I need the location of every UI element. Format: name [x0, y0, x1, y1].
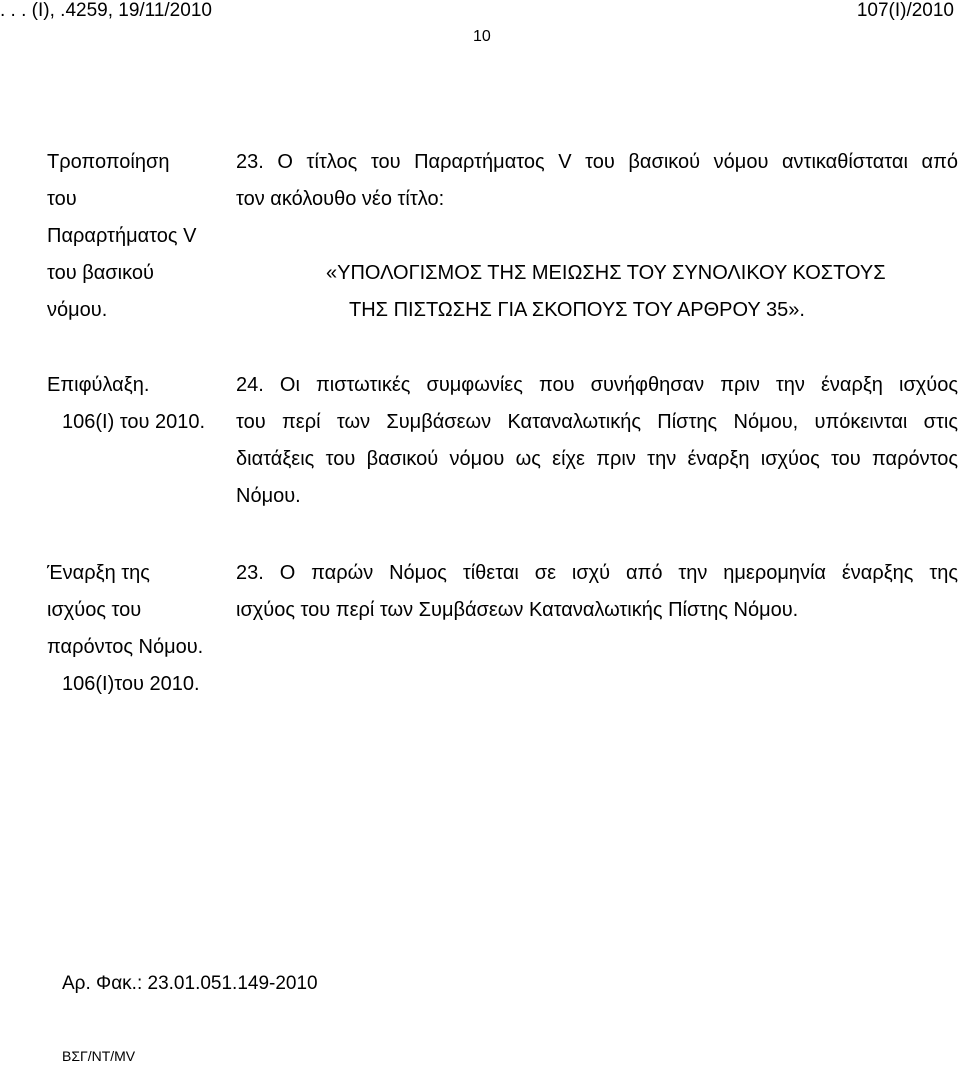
section-body-line: διατάξεις του βασικού νόμου ως είχε πριν την έναρξη ισχύος του παρόντος: [236, 448, 958, 470]
margin-note-line: του βασικού: [47, 262, 154, 284]
margin-note-line: του: [47, 188, 77, 210]
margin-note-line: 106(Ι)του 2010.: [62, 673, 200, 695]
section-body-line: 24. Οι πιστωτικές συμφωνίες που συνήφθησαν πριν την έναρξη ισχύος: [236, 374, 958, 396]
file-reference: Αρ. Φακ.: 23.01.051.149-2010: [62, 973, 318, 994]
page-number: 10: [473, 28, 491, 45]
section-body-line: τον ακόλουθο νέο τίτλο:: [236, 188, 445, 210]
margin-note-line: Έναρξη της: [47, 562, 150, 584]
section-body-line: ισχύος του περί των Συμβάσεων Καταναλωτικής Πίστης Νόμου.: [236, 599, 799, 621]
margin-note-line: 106(Ι) του 2010.: [62, 411, 206, 433]
author-initials: ΒΣΓ/ΝΤ/ΜV: [62, 1048, 136, 1064]
margin-note-line: Τροποποίηση: [47, 151, 170, 173]
margin-note-line: νόμου.: [47, 299, 108, 321]
section-body-line: 23. Ο τίτλος του Παραρτήματος V του βασικού νόμου αντικαθίσταται από: [236, 151, 958, 173]
margin-note-line: ισχύος του: [47, 599, 142, 621]
section-body-line: Νόμου.: [236, 485, 301, 507]
quoted-title-line: «ΥΠΟΛΟΓΙΣΜΟΣ ΤΗΣ ΜΕΙΩΣΗΣ ΤΟΥ ΣΥΝΟΛΙΚΟΥ ΚΟΣΤΟΥΣ: [326, 262, 886, 284]
margin-note-line: Επιφύλαξη.: [47, 374, 150, 396]
header-reference: . . . (Ι), .4259, 19/11/2010: [0, 0, 212, 21]
margin-note-line: παρόντος Νόμου.: [47, 636, 204, 658]
quoted-title-line: ΤΗΣ ΠΙΣΤΩΣΗΣ ΓΙΑ ΣΚΟΠΟΥΣ ΤΟΥ ΑΡΘΡΟΥ 35».: [349, 299, 805, 321]
section-body-line: 23. Ο παρών Νόμος τίθεται σε ισχύ από την ημερομηνία έναρξης της: [236, 562, 958, 584]
header-law-number: 107(Ι)/2010: [856, 0, 954, 21]
section-body-line: του περί των Συμβάσεων Καταναλωτικής Πίστης Νόμου, υπόκεινται στις: [236, 411, 958, 433]
margin-note-line: Παραρτήματος V: [47, 225, 197, 247]
